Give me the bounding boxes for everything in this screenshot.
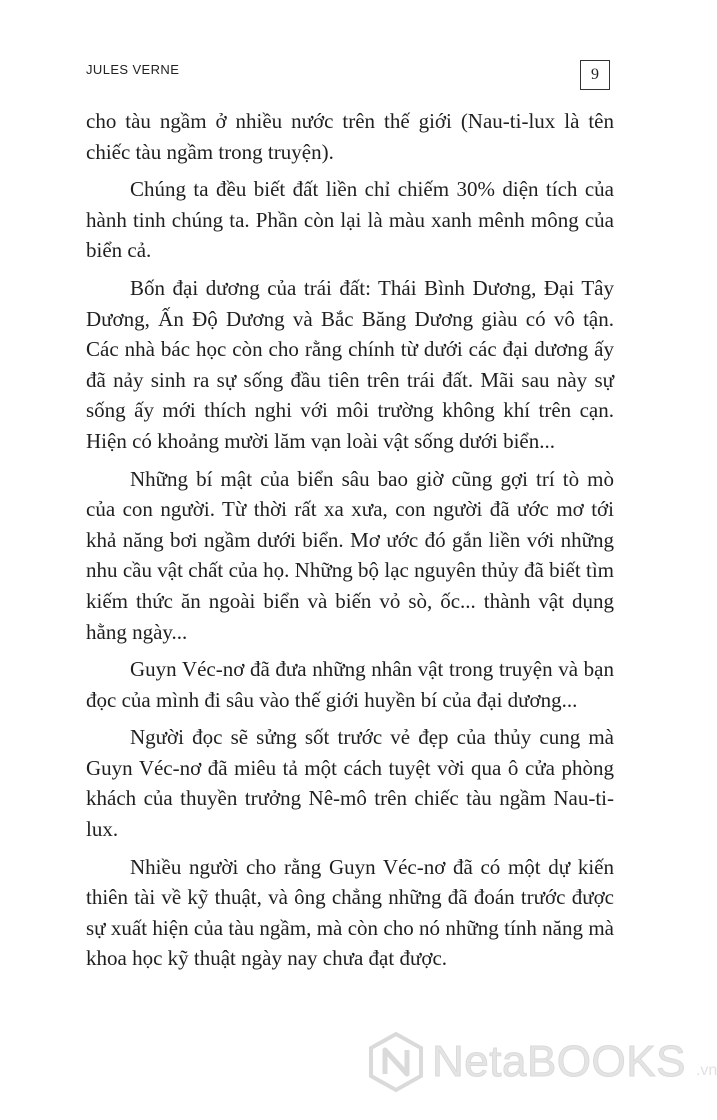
watermark	[368, 1032, 717, 1092]
page-number	[580, 60, 610, 90]
paragraph-6: Người đọc sẽ sửng sốt trước vẻ đẹp của thủy cung mà Guyn Véc-nơ đã miêu tả một cách tuyệt vời qua ô cửa phòng khách của thuyền trưởng Nê-mô trên chiếc tàu ngầm Nau-ti-lux.	[86, 725, 614, 842]
paragraph-3: Bốn đại dương của trái đất: Thái Bình Dương, Đại Tây Dương, Ấn Độ Dương và Bắc Băng Dương giàu có vô tận. Các nhà bác học còn cho rằng chính từ dưới các đại dương ấy đã nảy sinh ra sự sống đầu tiên trên trái đất. Mãi sau này sự sống ấy mới thích nghi với môi trường không khí trên cạn. Hiện có khoảng mười lăm vạn loài vật sống dưới biển...	[86, 275, 614, 453]
watermark-brand: NetaBOOKS	[432, 1037, 686, 1086]
watermark-suffix: .vn	[695, 1062, 717, 1079]
paragraph-4: Những bí mật của biển sâu bao giờ cũng gợi trí tò mò của con người. Từ thời rất xa xưa, con người đã ước mơ tới khả năng bơi ngầm dưới biển. Mơ ước đó gắn liền với những nhu cầu vật chất của họ. Những bộ lạc nguyên thủy đã biết tìm kiếm thức ăn ngoài biển và biến vỏ sò, ốc... thành vật dụng hằng ngày...	[86, 466, 614, 644]
netabooks-logo-icon	[368, 1032, 424, 1092]
paragraph-5: Guyn Véc-nơ đã đưa những nhân vật trong truyện và bạn đọc của mình đi sâu vào thế giới huyền bí của đại dương...	[86, 657, 614, 712]
paragraph-7: Nhiều người cho rằng Guyn Véc-nơ đã có một dự kiến thiên tài về kỹ thuật, và ông chẳng những đã đoán trước được sự xuất hiện của tàu ngầm, mà còn cho nó những tính năng mà khoa học kỹ thuật ngày nay chưa đạt được.	[86, 854, 614, 971]
paragraph-2: Chúng ta đều biết đất liền chỉ chiếm 30% diện tích của hành tinh chúng ta. Phần còn lại là màu xanh mênh mông của biển cả.	[86, 177, 614, 263]
page-number-label: 9	[591, 66, 599, 83]
body-text	[86, 106, 614, 981]
paragraph-1: cho tàu ngầm ở nhiều nước trên thế giới (Nau-ti-lux là tên chiếc tàu ngầm trong truyện).	[86, 109, 614, 164]
running-head-title: JULES VERNE	[86, 62, 180, 77]
